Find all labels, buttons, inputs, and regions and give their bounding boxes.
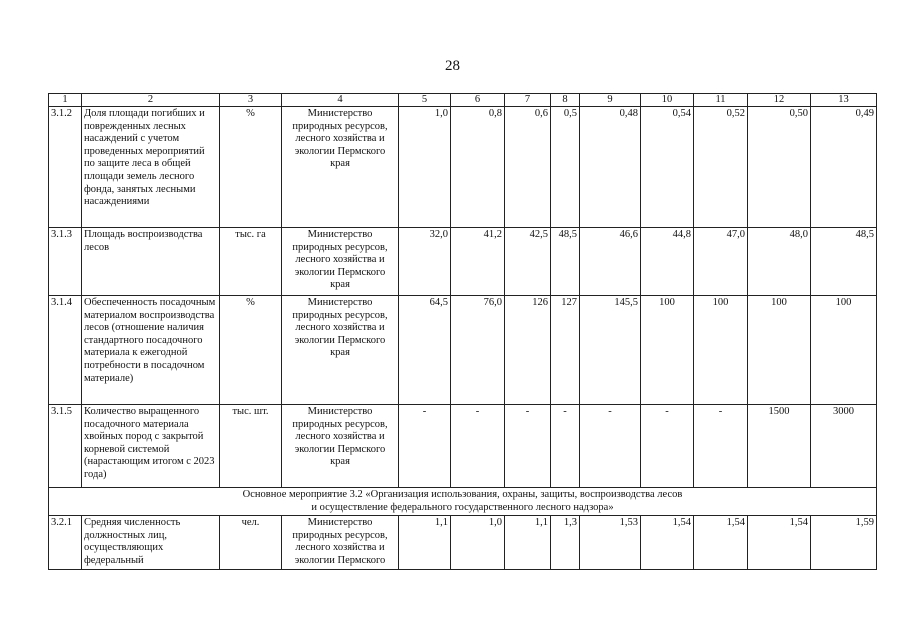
- table-row: [49, 228, 877, 296]
- section-heading-line: и осуществление федерального государственного лесного надзора»: [311, 501, 614, 513]
- row-code: 3.1.3: [49, 228, 82, 296]
- section-heading-line: Основное мероприятие 3.2 «Организация использования, охраны, защиты, воспроизводства лесов: [242, 489, 683, 500]
- table-row: [49, 296, 877, 405]
- row-code: 3.1.4: [49, 296, 82, 405]
- row-unit: чел.: [220, 516, 282, 569]
- indicators-table: [48, 93, 877, 570]
- row-value: -: [641, 405, 694, 488]
- row-value: -: [451, 405, 505, 488]
- header-cell: 10: [641, 94, 694, 107]
- row-unit: %: [220, 107, 282, 228]
- row-value: 76,0: [451, 296, 505, 405]
- row-responsible: Министерство природных ресурсов, лесного хозяйства и экологии Пермского края: [282, 296, 399, 405]
- header-cell: 6: [451, 94, 505, 107]
- row-value: 1,59: [811, 516, 877, 569]
- row-value: -: [551, 405, 580, 488]
- header-cell: 8: [551, 94, 580, 107]
- table-row: [49, 516, 877, 569]
- row-value: 0,49: [811, 107, 877, 228]
- row-value: 48,0: [748, 228, 811, 296]
- row-indicator-name: Средняя численность должностных лиц, осуществляющих федеральный: [82, 516, 220, 569]
- row-value: 44,8: [641, 228, 694, 296]
- row-indicator-name: Обеспеченность посадочным материалом воспроизводства лесов (отношение наличия стандартного посадочного материала к ежегодной потребности в посадочном материале): [82, 296, 220, 405]
- header-row: [49, 94, 877, 107]
- header-cell: 11: [694, 94, 748, 107]
- row-value: 0,6: [505, 107, 551, 228]
- row-value: 0,52: [694, 107, 748, 228]
- row-value: -: [505, 405, 551, 488]
- row-value: 1,1: [399, 516, 451, 569]
- header-cell: 2: [82, 94, 220, 107]
- row-value: 46,6: [580, 228, 641, 296]
- row-unit: %: [220, 296, 282, 405]
- row-value: 0,54: [641, 107, 694, 228]
- row-value: 1500: [748, 405, 811, 488]
- row-value: 41,2: [451, 228, 505, 296]
- header-cell: 1: [49, 94, 82, 107]
- row-value: 1,3: [551, 516, 580, 569]
- header-cell: 9: [580, 94, 641, 107]
- row-value: 100: [694, 296, 748, 405]
- header-cell: 5: [399, 94, 451, 107]
- row-value: 0,5: [551, 107, 580, 228]
- table-row: [49, 107, 877, 228]
- section-heading-row: [49, 488, 877, 516]
- row-value: 145,5: [580, 296, 641, 405]
- row-code: 3.1.2: [49, 107, 82, 228]
- row-value: -: [694, 405, 748, 488]
- row-value: 3000: [811, 405, 877, 488]
- row-responsible: Министерство природных ресурсов, лесного хозяйства и экологии Пермского края: [282, 405, 399, 488]
- row-value: -: [580, 405, 641, 488]
- header-cell: 13: [811, 94, 877, 107]
- row-value: -: [399, 405, 451, 488]
- row-value: 127: [551, 296, 580, 405]
- section-heading: [49, 488, 877, 516]
- row-value: 0,48: [580, 107, 641, 228]
- row-value: 0,50: [748, 107, 811, 228]
- header-cell: 3: [220, 94, 282, 107]
- row-responsible: Министерство природных ресурсов, лесного хозяйства и экологии Пермского края: [282, 228, 399, 296]
- row-value: 47,0: [694, 228, 748, 296]
- row-indicator-name: Доля площади погибших и поврежденных лесных насаждений с учетом проведенных мероприятий по защите леса в общей площади земель лесного фонда, занятых лесными насаждениями: [82, 107, 220, 228]
- header-cell: 12: [748, 94, 811, 107]
- row-value: 1,0: [451, 516, 505, 569]
- row-value: 48,5: [811, 228, 877, 296]
- row-responsible: Министерство природных ресурсов, лесного хозяйства и экологии Пермского: [282, 516, 399, 569]
- header-cell: 4: [282, 94, 399, 107]
- row-value: 1,54: [694, 516, 748, 569]
- row-value: 42,5: [505, 228, 551, 296]
- row-code: 3.2.1: [49, 516, 82, 569]
- row-value: 1,1: [505, 516, 551, 569]
- row-value: 126: [505, 296, 551, 405]
- row-value: 0,8: [451, 107, 505, 228]
- row-indicator-name: Количество выращенного посадочного материала хвойных пород с закрытой корневой системой (нарастающим итогом с 2023 года): [82, 405, 220, 488]
- row-code: 3.1.5: [49, 405, 82, 488]
- page-number: 28: [445, 58, 460, 74]
- row-responsible: Министерство природных ресурсов, лесного хозяйства и экологии Пермского края: [282, 107, 399, 228]
- header-cell: 7: [505, 94, 551, 107]
- row-value: 100: [748, 296, 811, 405]
- row-value: 1,54: [641, 516, 694, 569]
- row-value: 100: [641, 296, 694, 405]
- row-value: 48,5: [551, 228, 580, 296]
- row-value: 1,0: [399, 107, 451, 228]
- row-indicator-name: Площадь воспроизводства лесов: [82, 228, 220, 296]
- table-row: [49, 405, 877, 488]
- row-unit: тыс. га: [220, 228, 282, 296]
- row-value: 1,53: [580, 516, 641, 569]
- row-unit: тыс. шт.: [220, 405, 282, 488]
- row-value: 32,0: [399, 228, 451, 296]
- row-value: 64,5: [399, 296, 451, 405]
- row-value: 1,54: [748, 516, 811, 569]
- row-value: 100: [811, 296, 877, 405]
